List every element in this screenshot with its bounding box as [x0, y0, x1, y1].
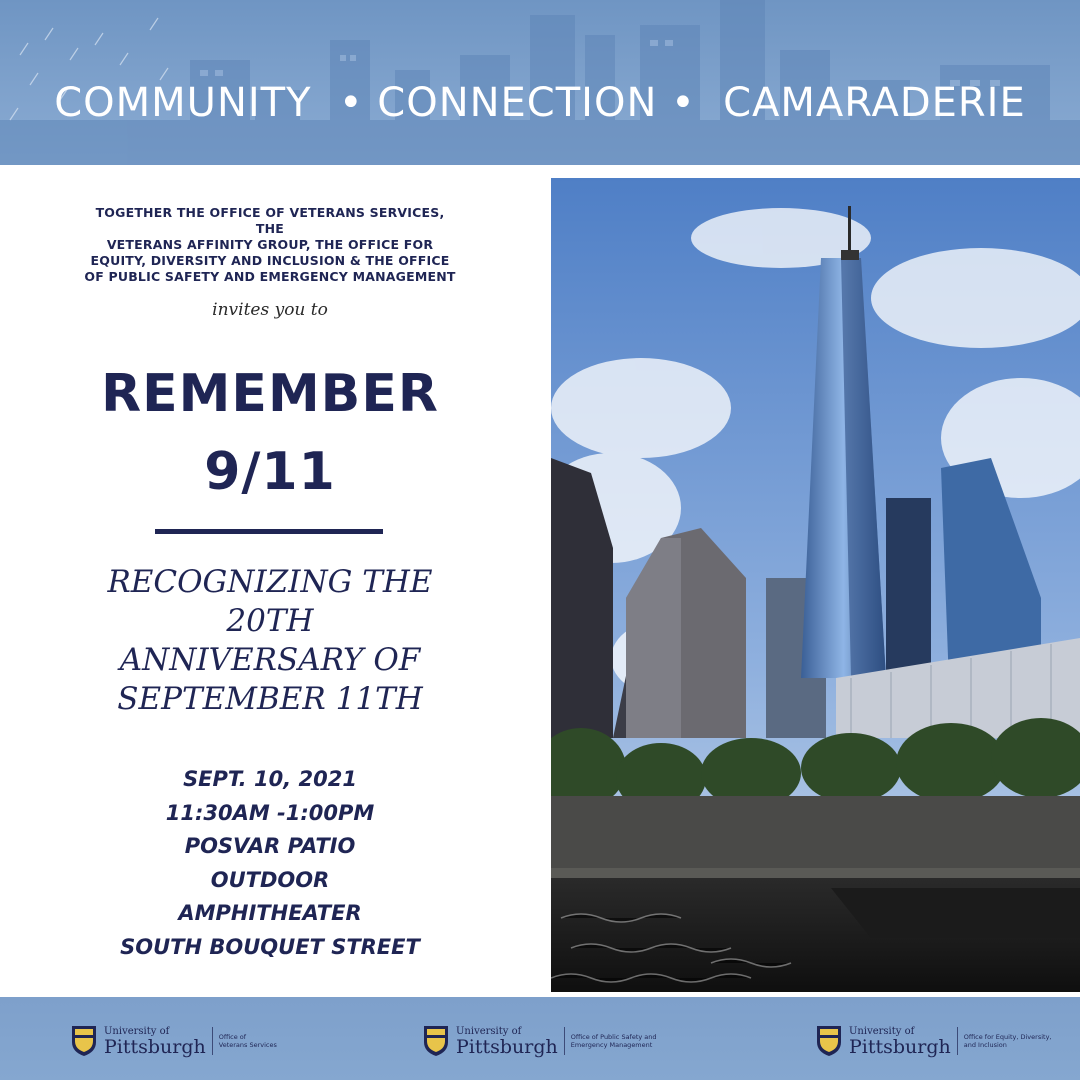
event-details: [60, 763, 480, 964]
subheadline-line: SEPTEMBER 11TH: [117, 681, 423, 717]
university-shield-icon: [815, 1024, 843, 1058]
footer: [0, 997, 1080, 1080]
office-line: Veterans Services: [218, 1041, 277, 1049]
office-line: Office for Equity, Diversity,: [963, 1033, 1052, 1041]
host-line: EQUITY, DIVERSITY AND INCLUSION & THE OFFICE: [90, 253, 450, 268]
event-time: 11:30AM -1:00PM: [165, 800, 375, 825]
wordmark-small: University of: [849, 1025, 915, 1037]
event-venue: OUTDOOR: [210, 867, 330, 892]
host-line: OF PUBLIC SAFETY AND EMERGENCY MANAGEMENT: [84, 269, 456, 284]
university-shield-icon: [422, 1024, 450, 1058]
divider: [155, 529, 383, 534]
office-line: and Inclusion: [963, 1041, 1007, 1049]
university-wordmark: [456, 1026, 558, 1057]
subheadline-line: 20TH: [226, 603, 314, 639]
wordmark-large: Pittsburgh: [104, 1035, 206, 1058]
logo-divider: [957, 1027, 958, 1055]
logo-divider: [564, 1027, 565, 1055]
event-venue: POSVAR PATIO: [184, 834, 356, 858]
headline: [60, 355, 480, 511]
logo-public-safety: [422, 1021, 681, 1061]
office-name: [964, 1033, 1074, 1049]
event-info-column: [60, 165, 480, 995]
office-line: Emergency Management: [570, 1041, 653, 1049]
headline-line-2: 9/11: [204, 442, 336, 502]
university-wordmark: [849, 1026, 951, 1057]
host-line: TOGETHER THE OFFICE OF VETERANS SERVICES, THE: [95, 205, 445, 236]
wordmark-large: Pittsburgh: [849, 1035, 951, 1058]
office-line: Office of Public Safety and: [570, 1033, 657, 1041]
university-wordmark: [104, 1026, 206, 1057]
world-trade-center-photo: [551, 178, 1080, 992]
logo-divider: [212, 1027, 213, 1055]
header-banner: [0, 0, 1080, 165]
subheadline-line: ANNIVERSARY OF: [119, 642, 421, 678]
host-line: VETERANS AFFINITY GROUP, THE OFFICE FOR: [106, 237, 434, 252]
headline-line-1: REMEMBER: [101, 364, 439, 424]
wordmark-small: University of: [104, 1025, 170, 1037]
wordmark-small: University of: [456, 1025, 522, 1037]
event-date: SEPT. 10, 2021: [183, 767, 357, 791]
office-line: Office of: [218, 1033, 247, 1041]
office-name: [219, 1033, 329, 1049]
logo-equity-diversity-inclusion: [815, 1021, 1074, 1061]
subheadline-line: RECOGNIZING THE: [107, 564, 433, 600]
invite-text: invites you to: [212, 300, 328, 320]
banner-title: COMMUNITY • CONNECTION • CAMARADERIE: [54, 80, 1026, 126]
university-shield-icon: [70, 1024, 98, 1058]
subheadline: [60, 563, 480, 719]
host-organizations: [80, 205, 460, 285]
logo-veterans-services: [70, 1021, 329, 1061]
office-name: [571, 1033, 681, 1049]
wordmark-large: Pittsburgh: [456, 1035, 558, 1058]
event-street: SOUTH BOUQUET STREET: [120, 934, 420, 959]
event-venue: AMPHITHEATER: [178, 901, 362, 925]
